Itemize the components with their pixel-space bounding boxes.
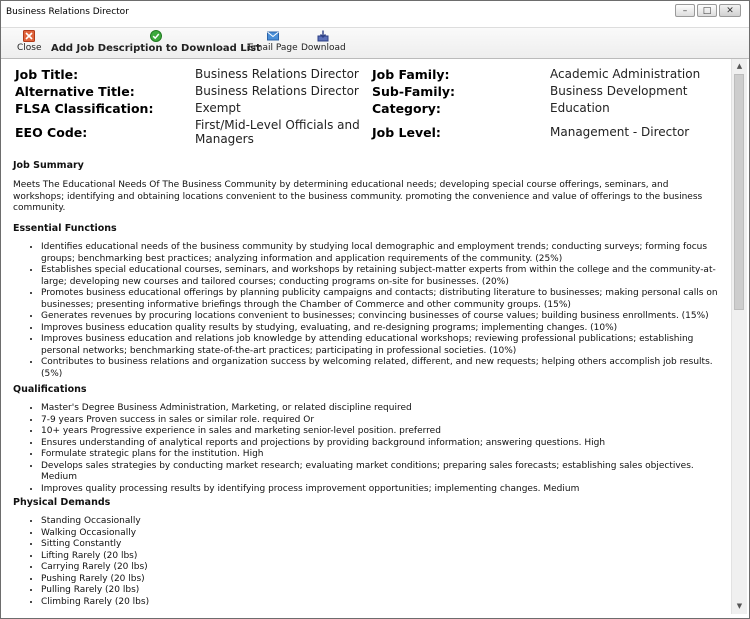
envelope-icon [267,30,279,42]
list-item: • Sitting Constantly [41,539,721,551]
qualifications-heading: Qualifications [13,384,87,395]
download-icon [317,30,329,42]
list-item: • Identifies educational needs of the business community by studying local demographic and employment trends; conducting surveys; forming focus groups; benchmarking best practices; analyzing information and application requirements of the community. (25%) [41,242,721,265]
qualifications-list [13,403,721,495]
essential-functions-list [13,242,721,380]
close-button-label: Close [17,43,42,53]
essential-functions-section [13,223,721,380]
list-item: • Lifting Rarely (20 lbs) [41,551,721,563]
alternative-title-label: Alternative Title: [15,84,135,99]
title-bar [1,1,749,27]
window-title: Business Relations Director [6,7,129,17]
list-item: • Develops sales strategies by conducting market research; evaluating market conditions; preparing sales forecasts; establishing sales objectives. Medium [41,461,721,484]
list-item: • Improves business education quality results by studying, evaluating, and re-designing programs; implementing changes. (10%) [41,323,721,335]
list-item: • 10+ years Progressive experience in sales and marketing senior-level position. preferred [41,426,721,438]
check-icon [150,30,162,42]
job-family-value: Academic Administration [550,67,701,81]
list-item: • Master's Degree Business Administration, Marketing, or related discipline required [41,403,721,415]
list-item: • Improves quality processing results by identifying process improvement opportunities; implementing changes. Medium [41,484,721,496]
window-controls [675,4,741,17]
close-window-icon[interactable]: ✕ [719,4,741,17]
minimize-icon[interactable]: – [675,4,695,17]
list-item: • Standing Occasionally [41,516,721,528]
eeo-code-value: First/Mid-Level Officials and Managers [195,118,360,146]
download-button[interactable] [301,30,346,53]
close-icon [23,30,35,42]
scroll-up-icon[interactable]: ▲ [736,62,743,70]
list-item: • Carrying Rarely (20 lbs) [41,562,721,574]
category-label: Category: [372,101,441,116]
list-item: • Establishes special educational courses, seminars, and workshops by retaining subject-matter experts from within the college and the community-at-large; developing new courses and tailored courses; conducting programs on-site for businesses. (20%) [41,265,721,288]
toolbar [1,27,749,59]
close-button[interactable] [17,30,42,53]
alternative-title-value: Business Relations Director [195,84,359,98]
physical-demands-section [13,497,721,608]
add-to-download-list-label: Add Job Description to Download List [51,43,261,54]
job-level-value: Management - Director [550,125,690,139]
download-label: Download [301,43,346,53]
list-item: • Improves business education and relations job knowledge by attending educational workshops; reviewing professional publications; establishing personal networks; benchmarking state-of-the-art practices; participating in professional societies. (10%) [41,334,721,357]
physical-demands-list [13,516,721,608]
list-item: • Pulling Rarely (20 lbs) [41,585,721,597]
scrollbar-thumb[interactable] [734,74,744,310]
job-level-label: Job Level: [372,125,441,140]
job-title-label: Job Title: [15,67,79,82]
sub-family-value: Business Development [550,84,688,98]
job-title-value: Business Relations Director [195,67,359,81]
list-item: • Contributes to business relations and organization success by welcoming related, different, and new requests; helping others accomplish job results. (5%) [41,357,721,380]
job-summary-section [13,160,721,215]
list-item: • Walking Occasionally [41,528,721,540]
physical-demands-heading: Physical Demands [13,497,111,508]
job-description-content [3,59,731,614]
job-summary-heading: Job Summary [13,160,84,171]
list-item: • Promotes business educational offerings by planning publicity campaigns and contacts; distributing literature to businesses; making personal calls on businesses; presenting informative briefings through the Chamber of Commerce and other community groups. (15%) [41,288,721,311]
essential-functions-heading: Essential Functions [13,223,117,234]
list-item: • Pushing Rarely (20 lbs) [41,574,721,586]
list-item: • Ensures understanding of analytical reports and projections by providing background information; answering questions. High [41,438,721,450]
vertical-scrollbar[interactable] [731,59,747,614]
job-summary-text: Meets The Educational Needs Of The Business Community by determining educational needs; developing special course offerings, seminars, and workshops; identifying and obtaining locations convenient to the business community. promoting the convenience and value of offerings to the business community. [13,180,703,213]
list-item: • Climbing Rarely (20 lbs) [41,597,721,609]
list-item: • Generates revenues by procuring locations convenient to businesses; convincing businesses of course values; building business enrollments. (15%) [41,311,721,323]
maximize-icon[interactable]: □ [697,4,717,17]
qualifications-section [13,384,721,495]
flsa-classification-label: FLSA Classification: [15,101,154,116]
scroll-down-icon[interactable]: ▼ [736,602,743,610]
add-to-download-list-button[interactable] [51,30,261,54]
list-item: • Formulate strategic plans for the institution. High [41,449,721,461]
eeo-code-label: EEO Code: [15,125,88,140]
job-family-label: Job Family: [372,67,450,82]
email-page-label: Email Page [248,43,298,53]
flsa-classification-value: Exempt [195,101,241,115]
list-item: • 7-9 years Proven success in sales or similar role. required Or [41,415,721,427]
sub-family-label: Sub-Family: [372,84,456,99]
email-page-button[interactable] [248,30,298,53]
category-value: Education [550,101,610,115]
